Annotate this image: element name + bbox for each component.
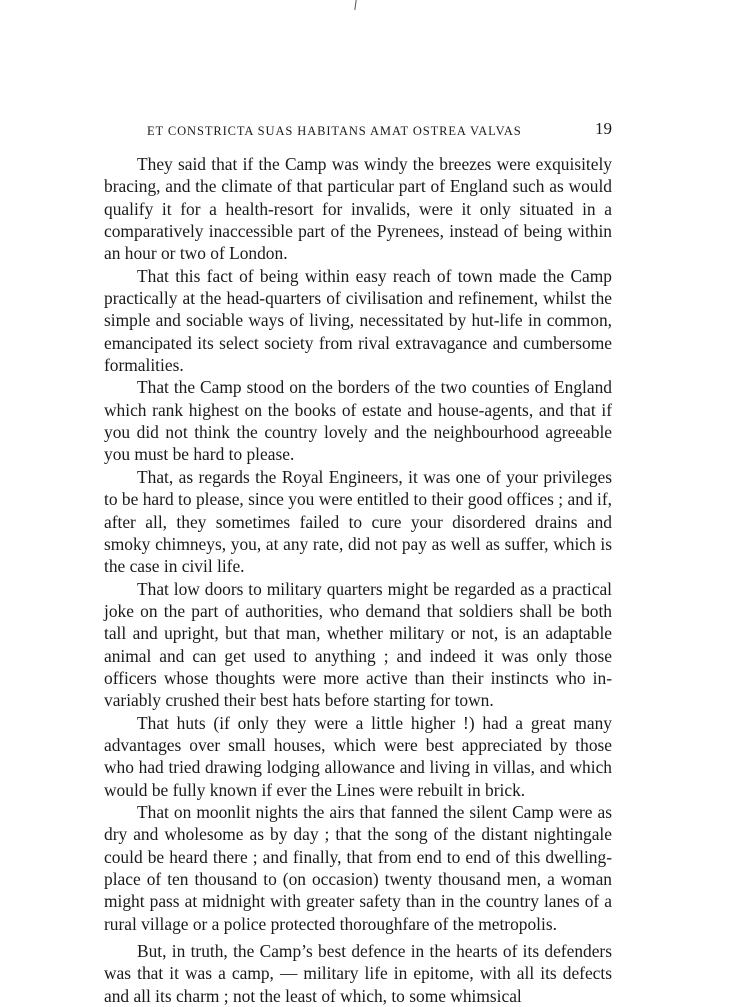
running-head — [104, 121, 612, 141]
body-text — [104, 153, 612, 1007]
page-number: 19 — [595, 119, 612, 138]
paragraph: That the Camp stood on the borders of the two counties of England which rank highest on the books of estate and house-agents, and that if you did not think the country lovely and the neighbourhood agreeable you must be hard to please. — [104, 377, 612, 465]
paragraph: That huts (if only they were a little higher !) had a great many advantages over small houses, which were best appreciated by those who had tried drawing lodging allowance and living in villas, and which would be fully known if ever the Lines were rebuilt in brick. — [104, 712, 612, 800]
paragraph: But, in truth, the Camp’s best defence in the hearts of its defenders was that it was a camp, — military life in epitome, with all its defects and all its charm ; not the least of which, to some whimsical — [104, 941, 612, 1006]
page-mark — [354, 0, 356, 10]
paragraph: That, as regards the Royal Engineers, it was one of your privileges to be hard to please, since you were entitled to their good offices ; and if, after all, they sometimes failed to cure your disordered drains and smoky chimneys, you, at any rate, did not pay as well as suffer, which is the case in civil life. — [104, 466, 612, 577]
running-head-title: ET CONSTRICTA SUAS HABITANS AMAT OSTREA VALVAS — [147, 124, 522, 138]
paragraph: They said that if the Camp was windy the breezes were exquisitely bracing, and the climate of that particular part of England such as would qualify it for a health-resort for invalids, were it only situated in a comparatively inaccessible part of the Pyrenees, instead of being within an hour or two of London. — [104, 154, 612, 264]
paragraph: That on moonlit nights the airs that fanned the silent Camp were as dry and wholesome as by day ; that the song of the distant nightingale could be heard there ; and finally, that from end to end of this dwelling-place of ten thousand to (on occasion) twenty thousand men, a woman might pass at midnight with greater safety than in the country lanes of a rural village or a police protected thoroughfare of the metropolis. — [104, 801, 612, 934]
paragraph: That low doors to military quarters might be regarded as a practical joke on the part of authorities, who demand that soldiers shall be both tall and upright, but that man, whether military or not, is an adaptable animal and can get used to anything ; and indeed it was only those officers whose thoughts were more active than their instincts who invariably crushed their best hats before starting for town. — [104, 578, 612, 711]
paragraph: That this fact of being within easy reach of town made the Camp practically at the head-quarters of civilisation and refinement, whilst the simple and sociable ways of living, necessitated by hut-life in common, emancipated its select society from rival extravagance and cumbersome formalities. — [104, 265, 612, 376]
